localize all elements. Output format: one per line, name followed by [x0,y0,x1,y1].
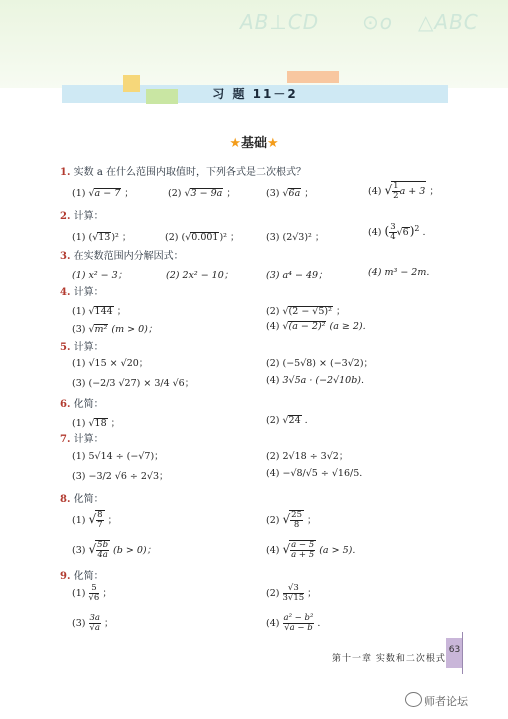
q9-item-3: (3) $\frac{3a}{√a}$ ； [72,613,114,633]
question-4: 4. 计算： [60,287,104,298]
q7-item-4: (4) −√8/√5 ÷ √16/5. [266,468,363,479]
page-number: 63 [446,638,463,668]
q4-item-1: (1) √144 ； [72,306,127,317]
q5-item-3: (3) (−2/3 √27) × 3/4 √6； [72,378,195,389]
q4-item-2: (2) √(2 − √5)² ； [266,306,346,317]
decor-text-triangle: △ABC [418,10,479,34]
decor-text-circle: ⊙o [362,10,393,34]
q7-item-3: (3) −3/2 √6 ÷ 2√3； [72,471,169,482]
q4-item-3: (3) √m² (m > 0)； [72,324,158,335]
question-number: 1. [60,167,71,178]
q5-item-4: (4) 3√5a · (−2√10b). [266,375,365,386]
section-heading [0,132,508,151]
q7-item-2: (2) 2√18 ÷ 3√2； [266,451,349,462]
q9-item-2: (2) $\frac{√3}{3√15}$ ； [266,583,317,603]
q1-item-4: (4) √ $\frac{1}{2}$ a + 3 ； [368,181,439,201]
decor-text-perpendicular: AB⊥CD [240,10,320,34]
q8-item-2: (2) √ $\frac{25}{8}$ ； [266,510,317,530]
q2-item-2: (2) (√0.001)² ； [165,232,240,243]
question-9: 9. 化简： [60,571,104,582]
chapter-footer: 第十一章 实数和二次根式 [332,654,446,664]
q9-item-1: (1) $\frac{5}{√6}$ ； [72,583,112,603]
q8-item-3: (3) √ $\frac{5b}{4a}$ (b > 0)； [72,540,157,560]
q6-item-2: (2) √24 . [266,415,308,426]
q1-item-1: (1) √a − 7 ； [72,188,134,199]
question-8: 8. 化简： [60,494,104,505]
q5-item-2: (2) (−5√8) × (−3√2)； [266,358,374,369]
question-3: 3. 在实数范围内分解因式： [60,251,184,262]
question-7: 7. 计算： [60,434,104,445]
q1-item-2: (2) √3 − 9a ； [168,188,236,199]
star-icon: ★ [229,136,241,151]
q5-item-1: (1) √15 × √20； [72,358,149,369]
margin-line [462,632,463,674]
q1-item-3: (3) √6a ； [266,188,314,199]
star-icon: ★ [267,136,279,151]
question-1 [60,163,306,178]
q4-item-4: (4) √(a − 2)² (a ≥ 2). [266,321,366,332]
wechat-icon [405,692,422,707]
q9-item-4: (4) $\frac{\text{a² − b²}}{√a - b}$ . [266,613,321,633]
question-6: 6. 化简： [60,399,104,410]
q8-item-1: (1) √ $\frac{8}{7}$ ； [72,510,118,530]
question-5: 5. 计算： [60,342,104,353]
question-2: 2. 计算： [60,211,104,222]
q8-item-4: (4) √ $\frac{a - 5}{a + 5}$ (a > 5). [266,540,356,560]
question-text: 实数 a 在什么范围内取值时，下列各式是二次根式？ [73,167,306,178]
exercise-title: 习 题 11－2 [212,87,298,101]
q2-item-1: (1) (√13)² ； [72,232,132,243]
q3-item-2: (2) 2x² − 10； [166,270,234,281]
q3-item-1: (1) x² − 3； [72,270,128,281]
q7-item-1: (1) 5√14 ÷ (−√7)； [72,451,164,462]
section-label: 基础 [240,136,267,151]
decor-orange-square [287,71,339,83]
q2-item-4: (4) ( $\frac{3}{4}$ √6)$^2$ . [368,222,426,242]
q2-item-3: (3) (2√3)² ； [266,232,325,243]
q6-item-1: (1) √18 ； [72,418,121,429]
watermark: 师者论坛 [424,695,468,708]
q3-item-3: (3) a⁴ − 49； [266,270,328,281]
q3-item-4: (4) m³ − 2m. [368,267,430,278]
